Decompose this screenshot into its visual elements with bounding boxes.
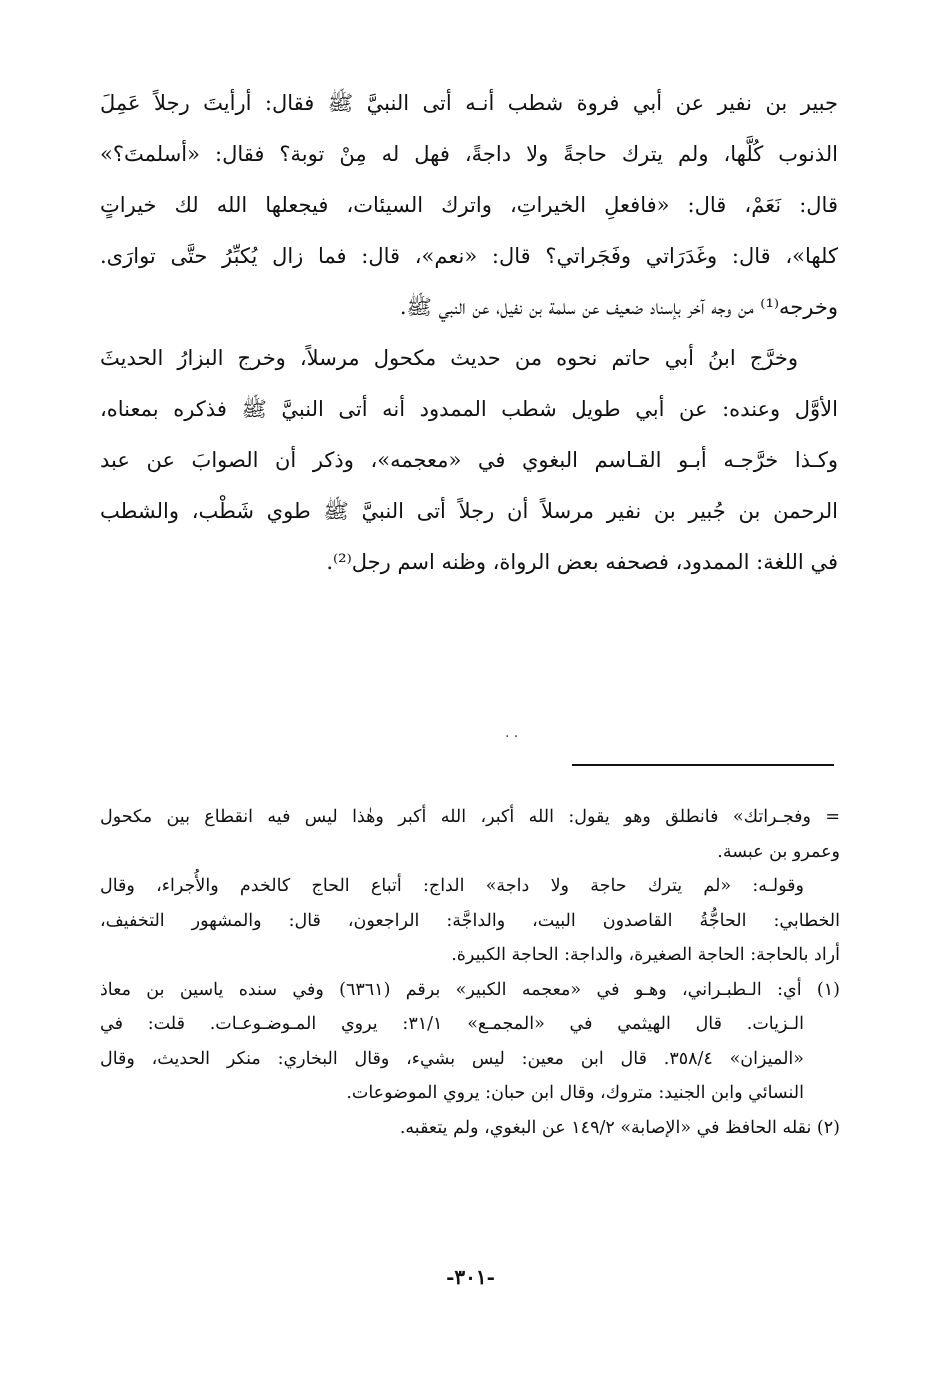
main-text-line: الرحمن بن جُبير بن نفير مرسلاً أن رجلاً أتى النبيَّ ﷺ طوي شَطْب، والشطب	[100, 499, 838, 523]
footnote-2-line: (٢) نقله الحافظ في «الإصابة» ١٤٩/٢ عن البغوي، ولم يتعقبه.	[399, 1117, 840, 1138]
footnote-line: أراد بالحاجة: الحاجة الصغيرة، والداجة: الحاجة الكبيرة.	[451, 945, 840, 965]
footnote-line: وعمرو بن عبسة.	[717, 841, 840, 862]
footnote-line: وقولـه: «لم يترك حاجة ولا داجة» الداج: أتباع الحاج كالخدم والأُجراء، وقال	[100, 876, 804, 896]
footnote-1-line: النسائي وابن الجنيد: متروك، وقال ابن حبان: يروي الموضوعات.	[346, 1083, 804, 1103]
footnote-1-line: «الميزان» ٣٥٨/٤. قال ابن معين: ليس بشيء، وقال البخاري: منكر الحديث، وقال	[100, 1048, 804, 1069]
footnote-line: الخطابي: الحاجُّةُ القاصدون البيت، والداجَّة: الراجعون، قال: والمشهور التخفيف،	[100, 910, 840, 931]
main-text-line: كلها»، قال: وغَدَرَاتي وفَجَراتي؟ قال: «نعم»، قال: فما زال يُكبِّرُ حتَّى توارَى.	[100, 244, 838, 268]
footnote-line: = وفجـراتك» فانطلق وهو يقول: الله أكبر، الله أكبر وهٰذا ليس فيه انقطاع بين مكحول	[100, 807, 840, 827]
main-text-line: جبير بن نفير عن أبي فروة شطب أنـه أتى النبيَّ ﷺ فقال: أرأيتَ رجلاً عَمِلَ	[100, 91, 838, 115]
footnote-1-line: (١) أي: الـطبـراني، وهـو في «معجمه الكبير» برقم (٦٣٦١) وفي سنده ياسين بن معاذ	[100, 979, 840, 1000]
page-number: -٣٠١-	[446, 1265, 495, 1289]
stray-marks: · ·	[505, 729, 519, 745]
main-text	[100, 78, 838, 588]
main-text-line: في اللغة: الممدود، فصحفه بعض الرواة، وظنه اسم رجل⁽²⁾.	[326, 550, 838, 574]
footnote-1-line: الـزيات. قال الهيثمي في «المجمـع» ٣١/١: يروي المـوضـوعـات. قلت: في	[100, 1014, 804, 1034]
main-text-line: وخرَّج ابنُ أبي حاتم نحوه من حديث مكحول مرسلاً، وخرج البزارُ الحديثَ	[100, 346, 798, 370]
main-text-line: وخرجه⁽¹⁾ من وجه آخر بإسناد ضعيف عن سلمة بن نفيل، عن النبي ﷺ.	[399, 295, 838, 319]
footnote-separator	[572, 764, 834, 766]
main-text-line: الأوَّل وعنده: عن أبي طويل شطب الممدود أنه أتى النبيَّ ﷺ فذكره بمعناه،	[100, 397, 838, 421]
main-text-line: الذنوب كُلَّها، ولم يترك حاجةً ولا داجةً، فهل له مِنْ توبة؟ فقال: «أسلمتَ؟»	[100, 142, 838, 166]
main-text-line: وكـذا خرَّجـه أبـو القـاسم البغوي في «معجمه»، وذكر أن الصوابَ عن عبد	[100, 448, 838, 472]
main-text-line: قال: نَعَمْ، قال: «فافعلِ الخيراتِ، واترك السيئات، فيجعلها الله لك خيراتٍ	[100, 193, 838, 217]
footnotes	[100, 800, 840, 1145]
